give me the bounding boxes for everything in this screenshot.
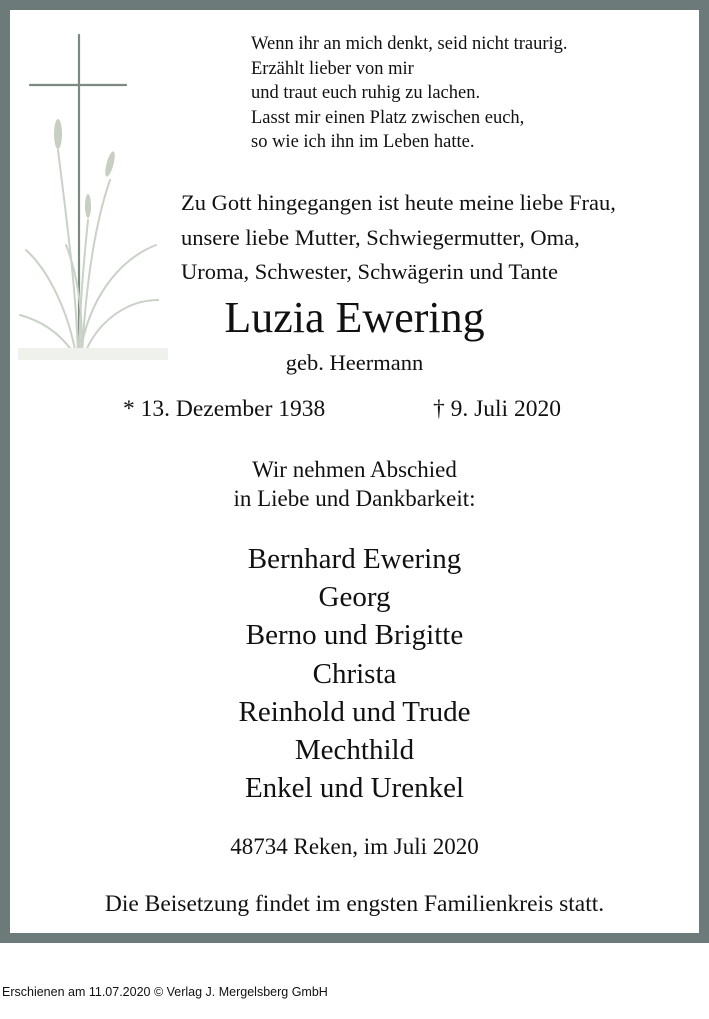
poem-line: Wenn ihr an mich denkt, seid nicht traurig. [251,34,568,54]
farewell-line: in Liebe und Dankbarkeit: [233,486,476,511]
intro-line: Uroma, Schwester, Schwägerin und Tante [181,259,559,284]
mourner-name: Berno und Brigitte [245,619,464,652]
deceased-name: Luzia Ewering [224,293,485,342]
mourner-name: Mechthild [294,733,415,766]
intro-text [181,186,616,290]
mourner-name: Christa [312,657,397,690]
poem [251,32,568,155]
place-date: 48734 Reken, im Juli 2020 [230,834,479,859]
death-date: † 9. Juli 2020 [433,396,561,422]
intro-line: unsere liebe Mutter, Schwiegermutter, Oma, [181,224,580,250]
mourners-list [0,540,709,807]
mourner-name: Georg [318,581,391,614]
birth-date: * 13. Dezember 1938 [123,396,326,422]
poem-line: so wie ich ihn im Leben hatte. [251,132,475,152]
poem-line: Erzählt lieber von mir [251,58,414,79]
burial-note: Die Beisetzung findet im engsten Familienkreis statt. [104,891,605,917]
publication-footer: Erschienen am 11.07.2020 © Verlag J. Mergelsberg GmbH [2,985,328,999]
farewell-text [0,455,709,513]
poem-line: und traut euch ruhig zu lachen. [251,83,481,103]
intro-line: Zu Gott hingegangen ist heute meine liebe Frau, [181,190,616,215]
birth-name: geb. Heermann [285,350,424,375]
mourner-name: Bernhard Ewering [247,543,462,575]
farewell-line: Wir nehmen Abschied [252,457,457,482]
mourner-name: Reinhold und Trude [238,695,471,728]
mourner-name: Enkel und Urenkel [244,772,465,805]
poem-line: Lasst mir einen Platz zwischen euch, [251,107,525,128]
